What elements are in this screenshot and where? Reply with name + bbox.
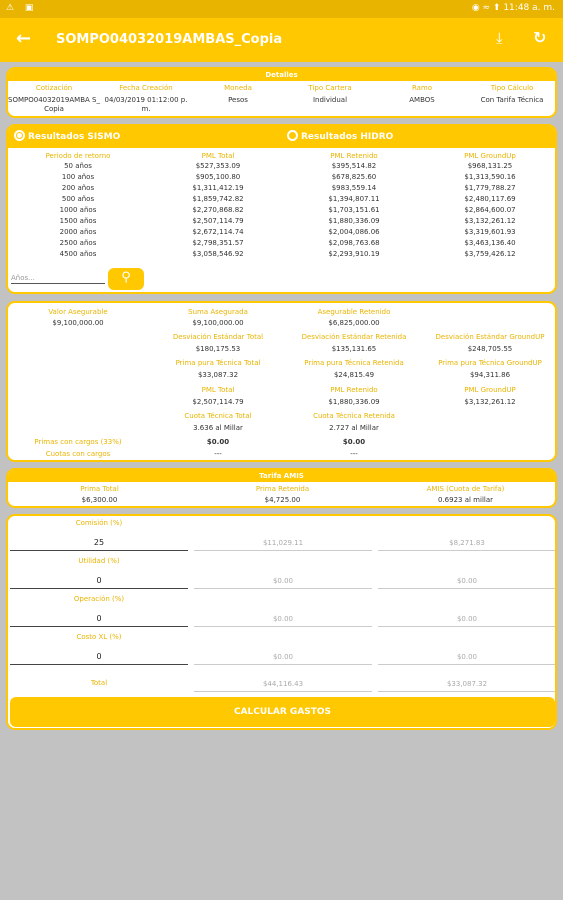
- pml-cell-pml-total: $3,058,546.92: [192, 250, 244, 258]
- notification-icons: ⚠ ▣: [6, 3, 38, 13]
- gasto-amount-a: $0.00: [194, 615, 372, 627]
- cuota-total-label: Cuota Técnica Total: [184, 412, 252, 420]
- valor-asegurable: $9,100,000.00: [52, 319, 104, 327]
- value-tipo-cartera: Individual: [312, 96, 348, 104]
- tarifa-prima-total-label: Prima Total: [80, 485, 119, 493]
- detalles-title: Detalles: [8, 69, 555, 81]
- tarifa-amis-label: AMIS (Cuota de Tarifa): [426, 485, 505, 493]
- cuota-ret: 2.727 al Millar: [329, 424, 379, 432]
- cuotas-cargos-total: ---: [214, 450, 222, 458]
- radio-selected-icon: [14, 130, 25, 141]
- prima-ret: $24,815.49: [333, 371, 375, 379]
- suma-asegurada: $9,100,000.00: [192, 319, 244, 327]
- total-label: Total: [90, 679, 108, 687]
- detalles-card: [6, 67, 557, 118]
- gasto-amount-b: $0.00: [378, 577, 556, 589]
- radio-sismo-label: Resultados SISMO: [28, 132, 121, 142]
- pml-cell-pml-total: $527,353.09: [195, 162, 241, 170]
- gasto-input[interactable]: 0: [10, 652, 188, 665]
- pml-cell-pml-groundup: $3,463,136.40: [464, 239, 516, 247]
- value-ramo: AMBOS: [409, 96, 435, 104]
- back-arrow-icon[interactable]: ←: [16, 28, 32, 49]
- pml-cell-pml-groundup: $1,313,590.16: [464, 173, 516, 181]
- header-tipo-calculo: Tipo Cálculo: [490, 84, 534, 92]
- tarifa-amis: 0.6923 al millar: [438, 496, 493, 504]
- col-pml-groundup: PML GroundUp: [464, 152, 516, 160]
- pml-gu-label: PML GroundUP: [464, 386, 516, 394]
- gasto-amount-b: $8,271.83: [378, 539, 556, 551]
- suma-asegurada-label: Suma Asegurada: [188, 308, 248, 316]
- gasto-input[interactable]: 0: [10, 576, 188, 589]
- prima-total: $33,087.32: [197, 371, 239, 379]
- tarifa-card: [6, 468, 557, 508]
- pml-cell-periodo: 4500 años: [59, 250, 97, 258]
- prima-ret-label: Prima pura Técnica Retenida: [304, 359, 404, 367]
- radio-hidro[interactable]: [287, 130, 393, 142]
- gasto-label: Utilidad (%): [78, 557, 120, 565]
- calcular-gastos-button[interactable]: CALCULAR GASTOS: [10, 697, 555, 727]
- pml-cell-pml-total: $2,672,114.74: [192, 228, 244, 236]
- pml-total: $2,507,114.79: [192, 398, 244, 406]
- header-tipo-cartera: Tipo Cartera: [308, 84, 352, 92]
- pml-cell-pml-total: $2,507,114.79: [192, 217, 244, 225]
- pml-ret: $1,880,336.09: [328, 398, 380, 406]
- desv-total: $180,175.53: [195, 345, 241, 353]
- gasto-amount-a: $0.00: [194, 577, 372, 589]
- pml-cell-pml-groundup: $3,319,601.93: [464, 228, 516, 236]
- pml-cell-pml-retenido: $395,514.82: [331, 162, 377, 170]
- gasto-input[interactable]: 25: [10, 538, 188, 551]
- total-b: $33,087.32: [446, 680, 488, 688]
- primas-cargos-ret: $0.00: [342, 438, 366, 446]
- app-bar: [0, 18, 563, 62]
- pml-cell-periodo: 200 años: [61, 184, 95, 192]
- pml-cell-pml-retenido: $2,098,763.68: [328, 239, 380, 247]
- col-periodo: Periodo de retorno: [45, 152, 111, 160]
- page-title: SOMPO04032019AMBAS_Copia: [56, 32, 283, 47]
- header-cotizacion: Cotización: [35, 84, 73, 92]
- search-icon: ⚲: [121, 270, 131, 285]
- prima-gu-label: Prima pura Técnica GroundUP: [438, 359, 542, 367]
- radio-unselected-icon: [287, 130, 298, 141]
- desv-ret-label: Desviación Estándar Retenida: [301, 333, 407, 341]
- pml-cell-pml-total: $2,270,868.82: [192, 206, 244, 214]
- cuotas-cargos-ret: ---: [350, 450, 358, 458]
- pml-cell-pml-total: $1,859,742.82: [192, 195, 244, 203]
- anios-input[interactable]: Años...: [11, 274, 105, 284]
- gasto-label: Operación (%): [73, 595, 125, 603]
- value-cotizacion: SOMPO04032019AMBA S_Copia: [8, 96, 100, 113]
- tarifa-title: Tarifa AMIS: [8, 470, 555, 482]
- prima-total-label: Prima pura Técnica Total: [175, 359, 261, 367]
- prima-gu: $94,311.86: [469, 371, 511, 379]
- pml-cell-pml-total: $1,311,412.19: [192, 184, 244, 192]
- pml-cell-pml-retenido: $983,559.14: [331, 184, 377, 192]
- desv-gu: $248,705.55: [467, 345, 513, 353]
- gasto-label: Costo XL (%): [76, 633, 122, 641]
- pml-cell-pml-retenido: $2,004,086.06: [328, 228, 380, 236]
- pml-ret-label: PML Retenido: [330, 386, 378, 394]
- pml-cell-pml-total: $2,798,351.57: [192, 239, 244, 247]
- header-ramo: Ramo: [411, 84, 433, 92]
- col-pml-total: PML Total: [201, 152, 235, 160]
- gastos-card: [6, 514, 557, 730]
- cuota-ret-label: Cuota Técnica Retenida: [313, 412, 395, 420]
- gasto-input[interactable]: 0: [10, 614, 188, 627]
- primas-cargos-label: Primas con cargos (33%): [34, 438, 122, 446]
- gasto-amount-a: $11,029.11: [194, 539, 372, 551]
- pml-cell-periodo: 1500 años: [59, 217, 97, 225]
- refresh-icon[interactable]: ↻: [533, 28, 547, 47]
- asegurable-retenido-label: Asegurable Retenido: [317, 308, 391, 316]
- pml-cell-pml-total: $905,100.80: [195, 173, 241, 181]
- gasto-amount-a: $0.00: [194, 653, 372, 665]
- radio-hidro-label: Resultados HIDRO: [301, 132, 394, 142]
- value-fecha: 04/03/2019 01:12:00 p. m.: [104, 96, 188, 113]
- pml-cell-pml-retenido: $1,703,151.61: [328, 206, 380, 214]
- pml-gu: $3,132,261.12: [464, 398, 516, 406]
- pml-cell-pml-groundup: $1,779,788.27: [464, 184, 516, 192]
- pml-cell-pml-retenido: $678,825.60: [331, 173, 377, 181]
- tarifa-prima-ret: $4,725.00: [264, 496, 301, 504]
- header-moneda: Moneda: [224, 84, 252, 92]
- pml-cell-pml-retenido: $1,880,336.09: [328, 217, 380, 225]
- pml-cell-pml-retenido: $1,394,807.11: [328, 195, 380, 203]
- primas-cargos-total: $0.00: [206, 438, 230, 446]
- pml-cell-periodo: 2000 años: [59, 228, 97, 236]
- status-info: ◉ ≈ ⬆ 11:48 a. m.: [471, 3, 555, 13]
- pml-cell-periodo: 100 años: [61, 173, 95, 181]
- cuota-total: 3.636 al Millar: [193, 424, 243, 432]
- download-icon[interactable]: ⤓: [496, 29, 503, 47]
- pml-cell-periodo: 500 años: [61, 195, 95, 203]
- search-button[interactable]: [108, 268, 144, 290]
- pml-cell-periodo: 1000 años: [59, 206, 97, 214]
- resumen-card: [6, 301, 557, 462]
- value-moneda: Pesos: [228, 96, 248, 104]
- value-tipo-calculo: Con Tarifa Técnica: [480, 96, 544, 104]
- header-fecha: Fecha Creación: [119, 84, 173, 92]
- gasto-amount-b: $0.00: [378, 615, 556, 627]
- pml-cell-pml-groundup: $2,864,600.07: [464, 206, 516, 214]
- status-bar: [0, 0, 563, 18]
- total-a: $44,116.43: [262, 680, 304, 688]
- pml-cell-pml-groundup: $3,759,426.12: [464, 250, 516, 258]
- total-b-underline: [378, 691, 556, 692]
- tarifa-prima-ret-label: Prima Retenida: [255, 485, 310, 493]
- col-pml-retenido: PML Retenido: [330, 152, 378, 160]
- desv-gu-label: Desviación Estándar GroundUP: [435, 333, 545, 341]
- pml-cell-pml-retenido: $2,293,910.19: [328, 250, 380, 258]
- pml-cell-pml-groundup: $968,131.25: [467, 162, 513, 170]
- radio-sismo[interactable]: [14, 130, 120, 142]
- gasto-amount-b: $0.00: [378, 653, 556, 665]
- pml-cell-periodo: 50 años: [64, 162, 92, 170]
- valor-asegurable-label: Valor Asegurable: [48, 308, 108, 316]
- pml-cell-periodo: 2500 años: [59, 239, 97, 247]
- resultados-card: [6, 124, 557, 294]
- cuotas-cargos-label: Cuotas con cargos: [45, 450, 111, 458]
- desv-ret: $135,131.65: [331, 345, 377, 353]
- desv-total-label: Desviación Estándar Total: [172, 333, 264, 341]
- pml-cell-pml-groundup: $2,480,117.69: [464, 195, 516, 203]
- total-a-underline: [194, 691, 372, 692]
- gasto-label: Comisión (%): [75, 519, 123, 527]
- tarifa-prima-total: $6,300.00: [81, 496, 118, 504]
- pml-cell-pml-groundup: $3,132,261.12: [464, 217, 516, 225]
- pml-total-label: PML Total: [201, 386, 235, 394]
- asegurable-retenido: $6,825,000.00: [328, 319, 380, 327]
